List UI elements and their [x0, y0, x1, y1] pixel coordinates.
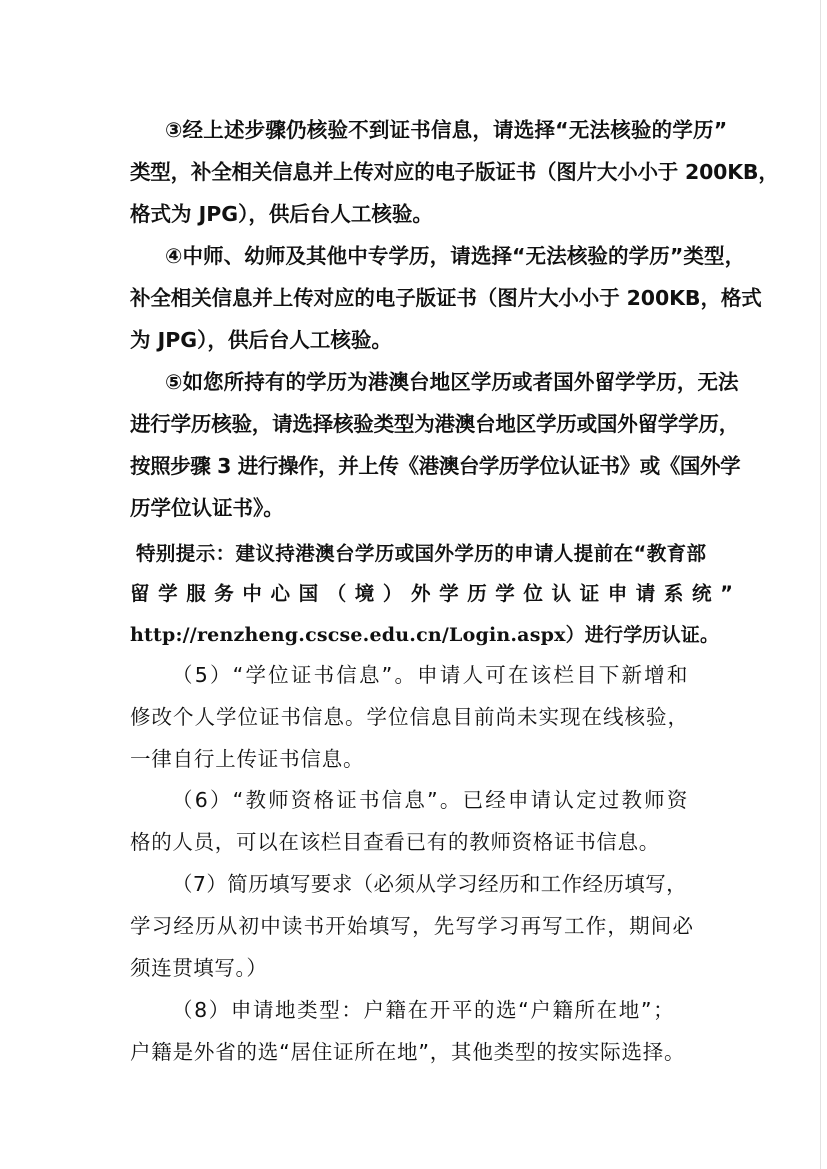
- section-7-line-2: 学习经历从初中读书开始填写，先写学习再写工作，期间必: [130, 914, 695, 938]
- item-3-line-2: 类型，补全相关信息并上传对应的电子版证书（图片大小小于 200KB，: [130, 160, 779, 184]
- item-3-line-3: 格式为 JPG），供后台人工核验。: [130, 202, 433, 226]
- item-3-line-1: ③经上述步骤仍核验不到证书信息，请选择“无法核验的学历”: [165, 118, 728, 142]
- item-5-line-3: 按照步骤 3 进行操作，并上传《港澳台学历学位认证书》或《国外学: [130, 454, 741, 478]
- special-notice-link-line: http://renzheng.cscse.edu.cn/Login.aspx）进行学历认证。: [130, 624, 720, 646]
- item-5-line-4: 历学位认证书》。: [130, 496, 284, 520]
- section-6-line-1: （6）“教师资格证书信息”。已经申请认定过教师资: [172, 788, 690, 812]
- special-notice-line-2: 留学服务中心国（境）外学历学位认证申请系统”: [130, 582, 742, 605]
- section-5-line-3: 一律自行上传证书信息。: [130, 747, 365, 771]
- section-8-line-2: 户籍是外省的选“居住证所在地”，其他类型的按实际选择。: [130, 1040, 686, 1064]
- section-7-line-3: 须连贯填写。）: [130, 956, 268, 980]
- section-5-line-2: 修改个人学位证书信息。学位信息目前尚未实现在线核验，: [130, 705, 689, 729]
- page-edge: [820, 0, 821, 1169]
- section-8-line-1: （8）申请地类型：户籍在开平的选“户籍所在地”；: [172, 998, 676, 1022]
- item-5-line-2: 进行学历核验，请选择核验类型为港澳台地区学历或国外留学学历，: [130, 412, 739, 436]
- item-4-line-3: 为 JPG），供后台人工核验。: [130, 328, 392, 352]
- item-4-line-2: 补全相关信息并上传对应的电子版证书（图片大小小于 200KB，格式: [130, 286, 762, 310]
- section-7-line-1: （7）简历填写要求（必须从学习经历和工作经历填写，: [172, 872, 688, 896]
- item-5-line-1: ⑤如您所持有的学历为港澳台地区学历或者国外留学学历，无法: [165, 370, 739, 394]
- special-notice-line-1: 特别提示：建议持港澳台学历或国外学历的申请人提前在“教育部: [136, 542, 707, 565]
- section-6-line-2: 格的人员，可以在该栏目查看已有的教师资格证书信息。: [130, 830, 660, 854]
- item-4-line-1: ④中师、幼师及其他中专学历，请选择“无法核验的学历”类型，: [165, 244, 746, 268]
- section-5-line-1: （5）“学位证书信息”。申请人可在该栏目下新增和: [172, 663, 690, 687]
